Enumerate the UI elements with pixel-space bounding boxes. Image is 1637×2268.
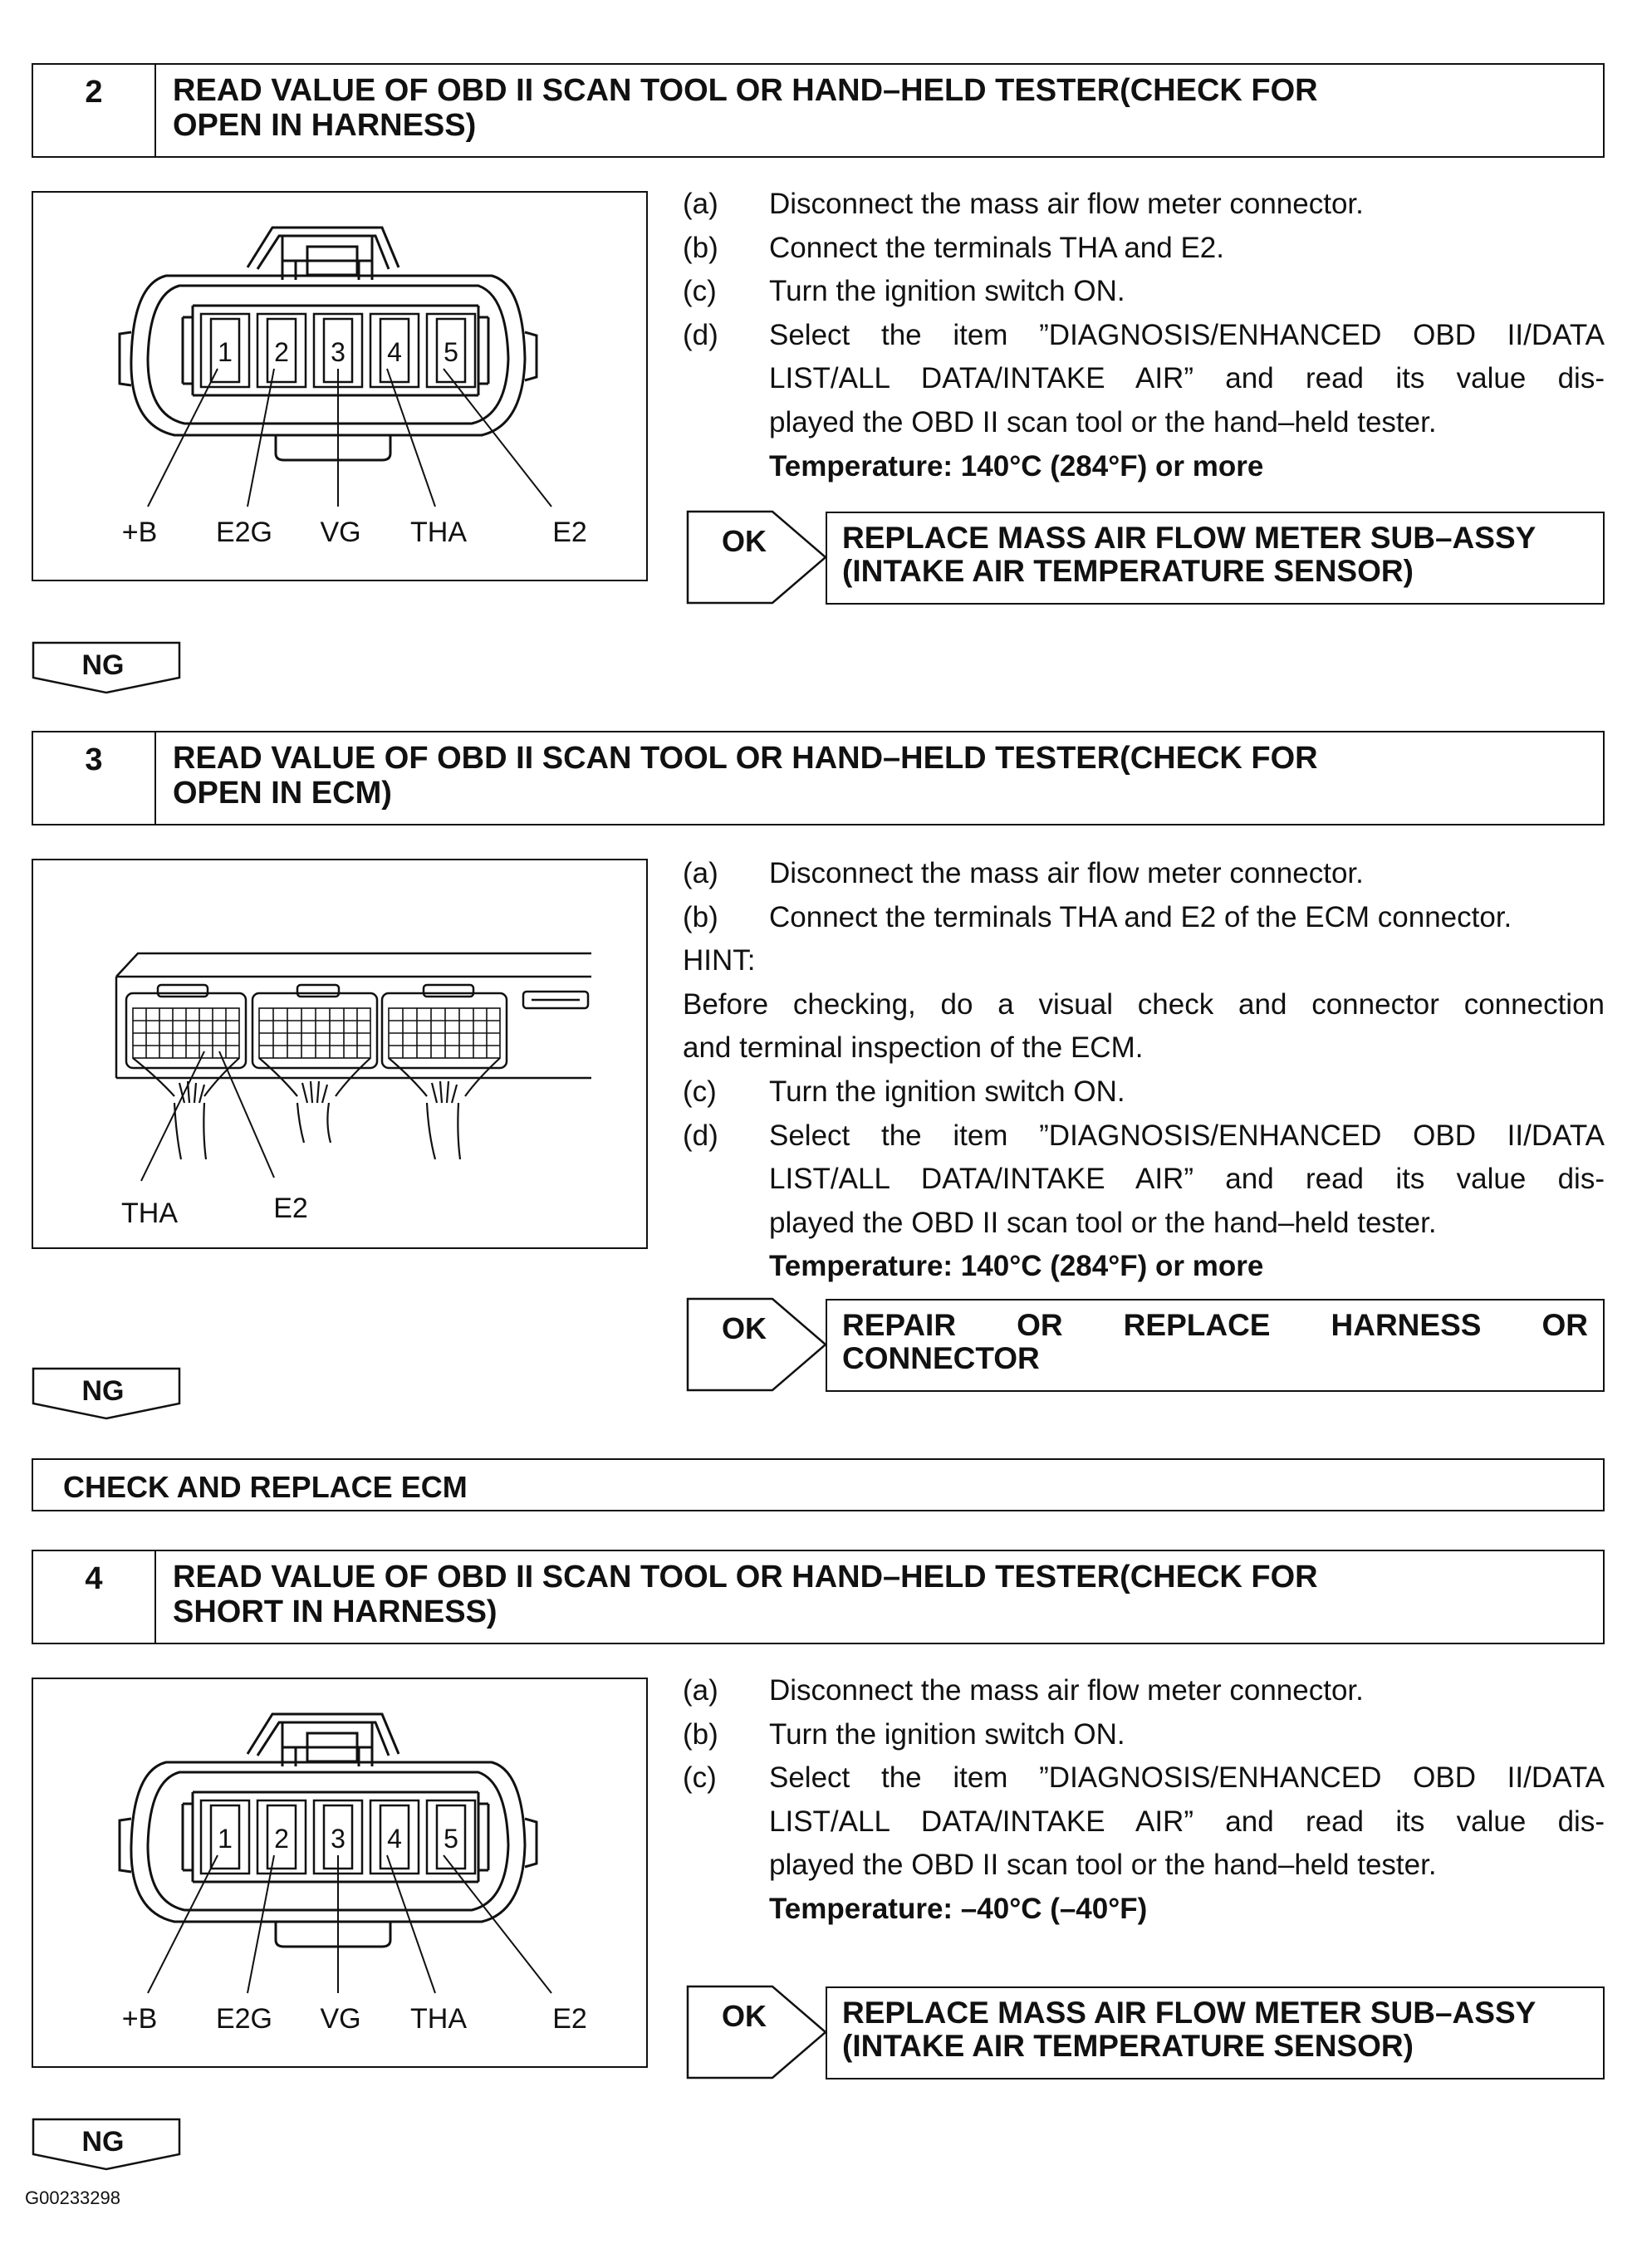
step-text [769, 1114, 1605, 1246]
step-title-line: OPEN IN HARNESS) [173, 108, 477, 143]
step-title-line: READ VALUE OF OBD II SCAN TOOL OR HAND–HELD TESTER(CHECK FOR [173, 73, 1318, 108]
step-text: Turn the ignition switch ON. [769, 1075, 1125, 1108]
ok-flow-arrow [686, 1985, 829, 2079]
step-label: (b) [683, 1717, 718, 1751]
step-text-line: played the OBD II scan tool or the hand–held tester. [769, 1849, 1437, 1882]
step-label: (c) [683, 275, 717, 308]
connector-diagram [33, 1679, 646, 2066]
step-text-line: Select the item ”DIAGNOSIS/ENHANCED OBD II/DATA [769, 1761, 1605, 1795]
hint-text: and terminal inspection of the ECM. [683, 1031, 1144, 1065]
step-3-header [32, 731, 1605, 825]
ng-flow-arrow [32, 1367, 181, 1420]
terminal-label-b: +B [121, 517, 158, 548]
mass-air-flow-connector-figure [32, 1678, 648, 2068]
ok-result-line: REPLACE MASS AIR FLOW METER SUB–ASSY [842, 521, 1537, 555]
temperature-spec: Temperature: 140°C (284°F) or more [769, 1250, 1264, 1283]
temperature-spec: Temperature: –40°C (–40°F) [769, 1892, 1148, 1925]
hint-text: Before checking, do a visual check and connector connection [683, 987, 1605, 1021]
ok-result-box [826, 1299, 1605, 1392]
ok-result-line: (INTAKE AIR TEMPERATURE SENSOR) [842, 2029, 1414, 2063]
terminal-label-e2: E2 [273, 1193, 308, 1224]
step-number: 3 [33, 732, 156, 824]
ng-flow-arrow [32, 2118, 181, 2171]
step-4-header [32, 1550, 1605, 1644]
ok-flow-arrow [686, 510, 829, 605]
step-label: (d) [683, 1119, 718, 1152]
hint-label: HINT: [683, 944, 756, 977]
ng-label: NG [81, 649, 125, 681]
step-text-line: LIST/ALL DATA/INTAKE AIR” and read its value dis- [769, 1805, 1605, 1838]
step-text: Disconnect the mass air flow meter connector. [769, 857, 1364, 889]
step-text [769, 1756, 1605, 1888]
terminal-label-vg: VG [320, 517, 361, 548]
terminal-label-e2g: E2G [215, 517, 273, 548]
ng-label: NG [81, 1375, 125, 1407]
ecm-connector-figure [32, 859, 648, 1249]
step-title [156, 1551, 1603, 1643]
step-label: (a) [683, 857, 718, 889]
ok-result-box [826, 512, 1605, 605]
step-text-line: LIST/ALL DATA/INTAKE AIR” and read its value dis- [769, 1163, 1605, 1196]
step-text: Connect the terminals THA and E2. [769, 231, 1224, 264]
step-label: (c) [683, 1075, 717, 1108]
step-title [156, 732, 1603, 824]
ecm-connector-diagram [33, 860, 646, 1247]
step-text: Disconnect the mass air flow meter connector. [769, 1674, 1364, 1707]
pin-4: 4 [387, 1824, 402, 1854]
terminal-label-b: +B [121, 2003, 158, 2035]
step-number: 4 [33, 1551, 156, 1643]
pin-2: 2 [274, 1824, 289, 1854]
step-label: (b) [683, 231, 718, 264]
pin-1: 1 [218, 1824, 233, 1854]
ok-result-line: REPAIR OR REPLACE HARNESS OR [842, 1308, 1588, 1342]
temperature-spec: Temperature: 140°C (284°F) or more [769, 449, 1264, 483]
step-title-line: READ VALUE OF OBD II SCAN TOOL OR HAND–HELD TESTER(CHECK FOR [173, 1560, 1318, 1594]
step-text-line: Select the item ”DIAGNOSIS/ENHANCED OBD II/DATA [769, 1119, 1605, 1152]
step-text: Turn the ignition switch ON. [769, 1717, 1125, 1751]
ok-label: OK [722, 524, 767, 558]
ok-result-line: (INTAKE AIR TEMPERATURE SENSOR) [842, 554, 1414, 588]
terminal-label-tha: THA [410, 517, 467, 548]
step-text-line: played the OBD II scan tool or the hand–held tester. [769, 1206, 1437, 1239]
ok-flow-arrow [686, 1297, 829, 1392]
check-and-replace-ecm-box: CHECK AND REPLACE ECM [32, 1458, 1605, 1511]
mass-air-flow-connector-figure [32, 191, 648, 581]
pin-1: 1 [218, 337, 233, 367]
step-3-instructions [683, 852, 1605, 1289]
pin-5: 5 [444, 337, 458, 367]
ok-label: OK [722, 1999, 767, 2033]
step-2-instructions [683, 183, 1605, 488]
pin-5: 5 [444, 1824, 458, 1854]
step-text: Connect the terminals THA and E2 of the ECM connector. [769, 900, 1512, 933]
terminal-label-e2: E2 [552, 517, 587, 548]
ng-label: NG [81, 2126, 125, 2158]
terminal-label-tha: THA [410, 2003, 467, 2035]
step-label: (a) [683, 188, 718, 220]
step-title-line: OPEN IN ECM) [173, 776, 392, 811]
terminal-label-e2g: E2G [215, 2003, 273, 2035]
step-title-line: READ VALUE OF OBD II SCAN TOOL OR HAND–HELD TESTER(CHECK FOR [173, 741, 1318, 776]
step-title-line: SHORT IN HARNESS) [173, 1594, 497, 1629]
terminal-label-e2: E2 [552, 2003, 587, 2035]
pin-2: 2 [274, 337, 289, 367]
step-2-header [32, 63, 1605, 158]
step-4-instructions [683, 1669, 1605, 1932]
step-text-line: Select the item ”DIAGNOSIS/ENHANCED OBD II/DATA [769, 318, 1605, 351]
step-number: 2 [33, 65, 156, 156]
ok-result-box [826, 1986, 1605, 2079]
ok-result-line: REPLACE MASS AIR FLOW METER SUB–ASSY [842, 1996, 1537, 2030]
step-text-line: LIST/ALL DATA/INTAKE AIR” and read its value dis- [769, 362, 1605, 395]
step-label: (d) [683, 318, 718, 351]
step-text: Turn the ignition switch ON. [769, 275, 1125, 308]
ok-result-line: CONNECTOR [842, 1341, 1040, 1375]
terminal-label-tha: THA [121, 1198, 178, 1229]
step-text: Disconnect the mass air flow meter connector. [769, 188, 1364, 220]
ok-label: OK [722, 1311, 767, 1345]
ng-flow-arrow [32, 641, 181, 694]
step-text-line: played the OBD II scan tool or the hand–held tester. [769, 405, 1437, 438]
connector-diagram [33, 193, 646, 580]
figure-code: G00233298 [25, 2187, 120, 2208]
terminal-label-vg: VG [320, 2003, 361, 2035]
pin-3: 3 [331, 1824, 346, 1854]
step-label: (b) [683, 900, 718, 933]
pin-3: 3 [331, 337, 346, 367]
step-label: (c) [683, 1761, 717, 1795]
pin-4: 4 [387, 337, 402, 367]
step-text [769, 314, 1605, 445]
step-label: (a) [683, 1674, 718, 1707]
step-title [156, 65, 1603, 156]
